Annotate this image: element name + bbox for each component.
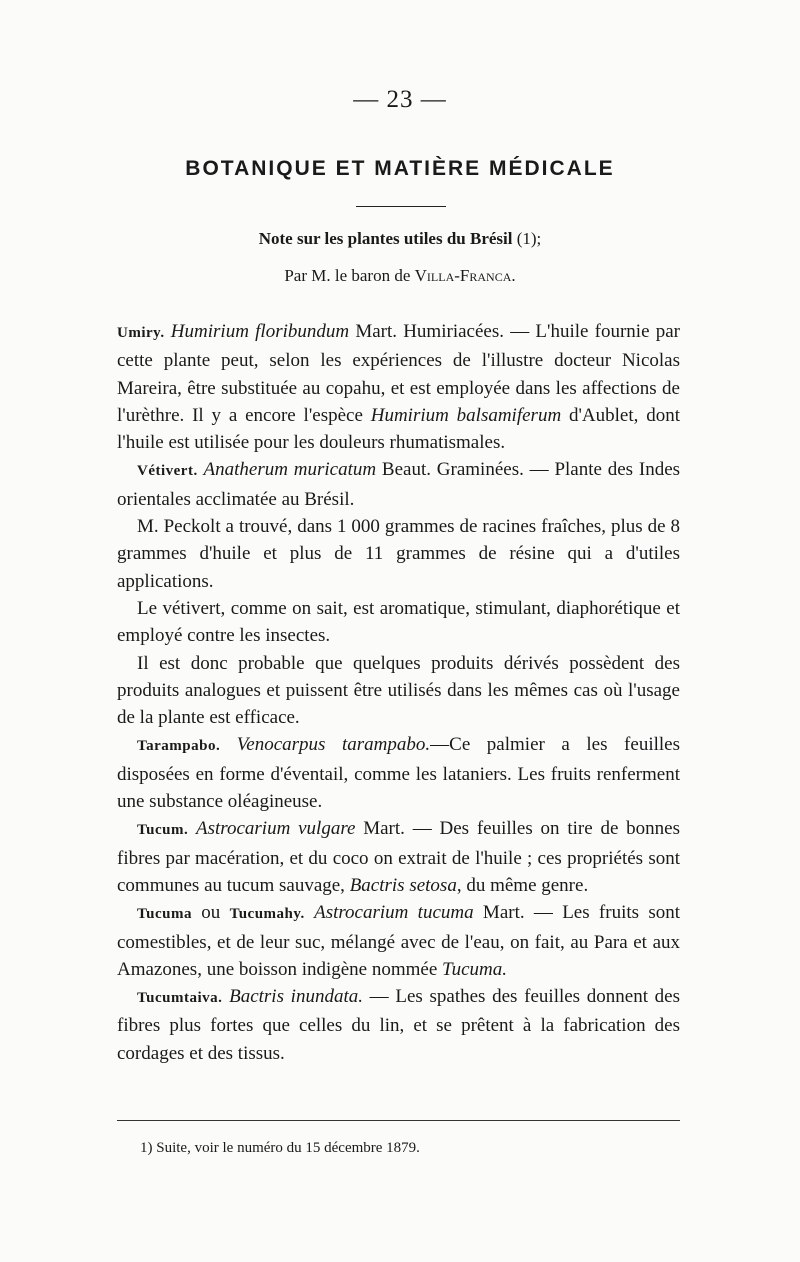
- footnote: 1) Suite, voir le numéro du 15 décembre 1879.: [140, 1140, 420, 1156]
- entry-umiry: [117, 318, 680, 456]
- entry-text: , du même genre.: [456, 874, 589, 896]
- section-title: BOTANIQUE ET MATIÈRE MÉDICALE: [185, 157, 615, 180]
- entry-tucuma: [117, 899, 680, 983]
- species-name: Astrocarium vulgare: [196, 818, 356, 840]
- note-title: [0, 229, 800, 249]
- title-divider: [356, 206, 446, 207]
- entry-name: Tucum.: [137, 822, 189, 839]
- paragraph: Il est donc probable que quelques produits dérivés possèdent des produits analogues et puissent être utilisés dans les mêmes cas où l'usage de la plante est efficace.: [117, 652, 680, 729]
- footnote-divider: [117, 1120, 680, 1121]
- entry-tucum: [117, 815, 680, 899]
- species-name: Anatherum muricatum: [203, 459, 377, 481]
- byline-name: Villa-Franca.: [414, 266, 516, 285]
- entry-tucumtaiva: [117, 983, 680, 1067]
- species-name: Bactris setosa: [349, 874, 457, 896]
- species-name: Tucuma.: [442, 958, 507, 980]
- paragraph: Le vétivert, comme on sait, est aromatique, stimulant, diaphorétique et employé contre les insectes.: [117, 597, 680, 647]
- entry-conj: ou: [191, 902, 230, 924]
- article-body: [117, 318, 680, 1067]
- species-name: Venocarpus tarampabo.: [236, 734, 431, 756]
- byline: [0, 266, 800, 286]
- note-footnote-ref: (1);: [512, 229, 542, 248]
- entry-vetivert: [117, 456, 680, 513]
- byline-prefix: Par M. le baron de: [284, 266, 415, 285]
- entry-text: —Ce palmier a les feuilles disposées en forme d'éventail, comme les lataniers. Les fruits renferment une substance oléagineuse.: [117, 734, 680, 813]
- entry-text: d'Aublet, dont l'huile est utilisée pour les douleurs rhumatismales.: [117, 404, 680, 454]
- entry-name: Umiry.: [117, 325, 165, 341]
- entry-name: Tucuma: [137, 906, 192, 923]
- entry-text: — Les spathes des feuilles donnent des fibres plus fortes que celles du lin, et se prêtent à la fabrication des cordages et des tissus.: [117, 986, 681, 1064]
- entry-name: Tucumahy.: [229, 906, 305, 923]
- paragraph: M. Peckolt a trouvé, dans 1 000 grammes de racines fraîches, plus de 8 grammes d'huile et plus de 11 grammes de résine qui a d'utiles applications.: [117, 516, 680, 592]
- entry-name: Vétivert.: [137, 463, 198, 480]
- species-name: Bactris inundata.: [229, 986, 363, 1008]
- entry-text: Mart. Humiriacées. — L'huile fournie par cette plante peut, selon les expériences de l'illustre docteur Nicolas Mareira, être substituée au copahu, et est employée dans les affections de l'urèthre. Il y a encore l'espèce: [117, 321, 680, 426]
- species-name: Humirium balsamiferum: [370, 404, 562, 426]
- page-number: — 23 —: [353, 86, 447, 113]
- entry-text: Beaut. Graminées. — Plante des Indes orientales acclimatée au Brésil.: [117, 459, 681, 510]
- note-title-text: Note sur les plantes utiles du Brésil: [258, 229, 513, 248]
- entry-name: Tarampabo.: [137, 738, 221, 755]
- species-name: Humirium floribundum: [170, 321, 350, 342]
- entry-text: Mart. — Les fruits sont comestibles, et de leur suc, mélangé avec de l'eau, on fait, au Para et aux Amazones, une boisson indigène nommée: [117, 902, 680, 980]
- entry-name: Tucumtaiva.: [137, 990, 223, 1007]
- entry-tarampabo: [117, 731, 680, 815]
- entry-text: Mart. — Des feuilles on tire de bonnes fibres par macération, et du coco on extrait de l'huile ; ces propriétés sont communes au tucum sauvage,: [117, 818, 680, 896]
- species-name: Astrocarium tucuma: [314, 902, 474, 924]
